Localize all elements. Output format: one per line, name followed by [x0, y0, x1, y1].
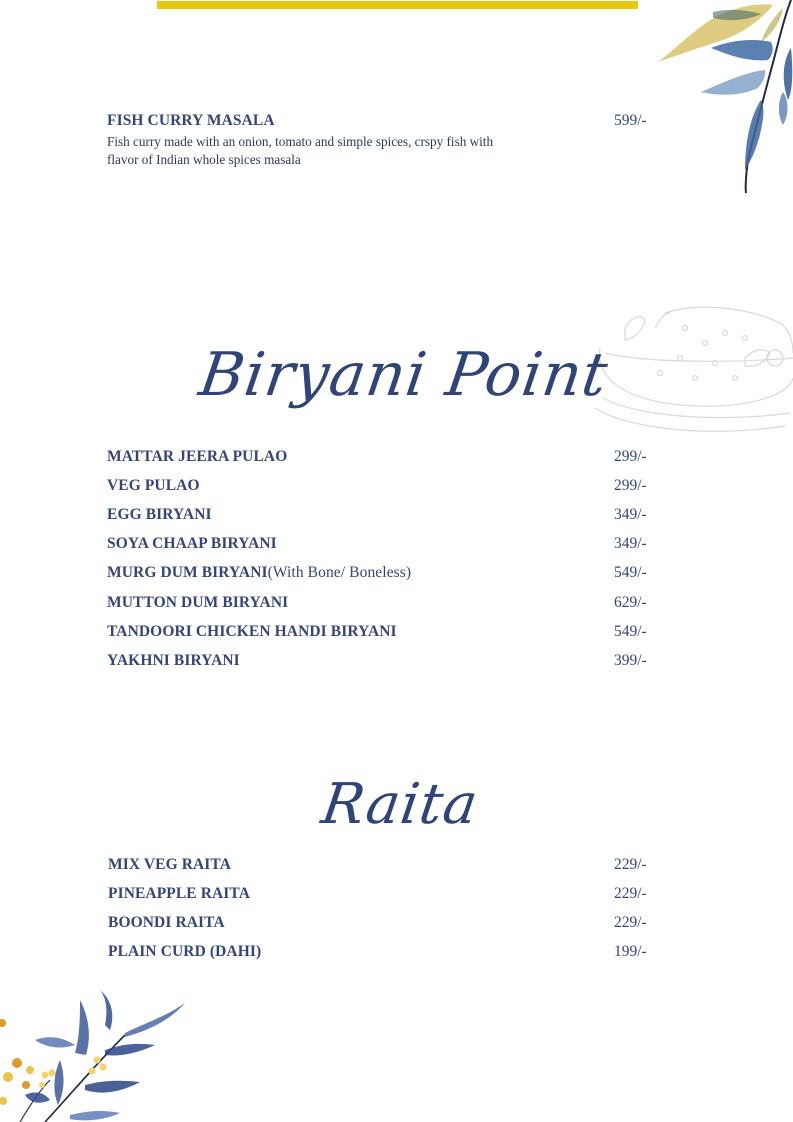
menu-item [107, 477, 667, 497]
item-price: 229/- [614, 856, 647, 873]
item-name: BOONDI RAITA [108, 914, 225, 931]
section-title-biryani-point: Biryani Point [195, 340, 613, 410]
item-name: SOYA CHAAP BIRYANI [107, 535, 277, 552]
item-name: MIX VEG RAITA [108, 856, 232, 873]
item-price: 549/- [614, 564, 647, 581]
menu-item [107, 564, 667, 584]
menu-item [107, 652, 667, 672]
section-title-raita: Raita [317, 772, 483, 837]
watercolor-leaves-icon [643, 0, 793, 200]
item-name: PLAIN CURD (DAHI) [108, 943, 262, 960]
item-price: 229/- [614, 914, 647, 931]
item-name: FISH CURRY MASALA [107, 112, 275, 129]
item-description-line: flavor of Indian whole spices masala [107, 152, 301, 167]
item-price: 629/- [614, 594, 647, 611]
item-price: 349/- [614, 506, 647, 523]
watercolor-flowers-icon [0, 985, 195, 1122]
menu-item [108, 885, 668, 905]
item-price: 549/- [614, 623, 647, 640]
item-price: 349/- [614, 535, 647, 552]
item-description [107, 133, 577, 169]
item-price: 229/- [614, 885, 647, 902]
item-note: (With Bone/ Boneless) [267, 564, 412, 581]
item-name: PINEAPPLE RAITA [108, 885, 251, 902]
item-price: 199/- [614, 943, 647, 960]
menu-item [107, 506, 667, 526]
menu-item [108, 943, 668, 963]
menu-item-fish-curry-masala [107, 112, 667, 169]
menu-item [107, 623, 667, 643]
item-name: TANDOORI CHICKEN HANDI BIRYANI [107, 623, 397, 640]
top-accent-bar [157, 1, 638, 9]
menu-item [108, 856, 668, 876]
biryani-plate-sketch-icon [585, 298, 793, 443]
item-price: 599/- [614, 112, 647, 129]
menu-item [107, 535, 667, 555]
item-price: 299/- [614, 448, 647, 465]
item-name: MATTAR JEERA PULAO [107, 448, 288, 465]
item-name: VEG PULAO [107, 477, 200, 494]
menu-item [108, 914, 668, 934]
item-name: MURG DUM BIRYANI(With Bone/ Boneless) [107, 564, 412, 581]
item-description-line: Fish curry made with an onion, tomato and simple spices, crspy fish with [107, 134, 494, 149]
item-name: MUTTON DUM BIRYANI [107, 594, 289, 611]
item-name: YAKHNI BIRYANI [107, 652, 240, 669]
menu-item [107, 594, 667, 614]
item-price: 399/- [614, 652, 647, 669]
menu-item [107, 448, 667, 468]
item-price: 299/- [614, 477, 647, 494]
item-name: EGG BIRYANI [107, 506, 212, 523]
